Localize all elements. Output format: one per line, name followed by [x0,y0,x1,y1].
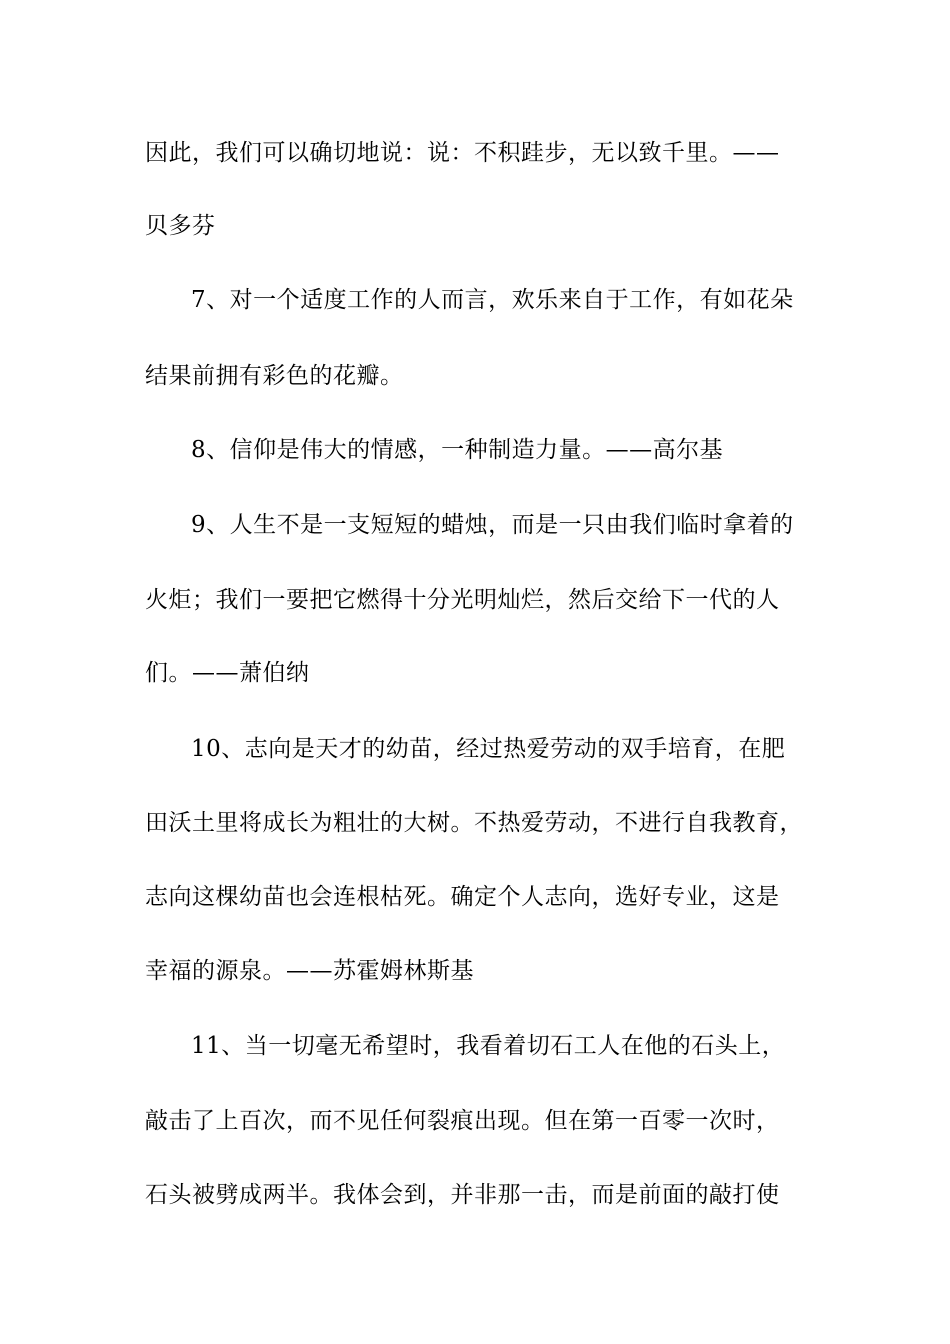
text-line: 因此，我们可以确切地说：说：不积跬步，无以致千里。—— [145,140,780,166]
text-line: 幸福的源泉。——苏霍姆林斯基 [145,958,474,984]
quote-7-line: 7、对一个适度工作的人而言，欢乐来自于工作，有如花朵 [191,287,794,313]
text-line: 田沃土里将成长为粗壮的大树。不热爱劳动，不进行自我教育， [145,810,803,836]
text-line: 火炬；我们一要把它燃得十分光明灿烂，然后交给下一代的人 [145,587,780,613]
text-line: 石头被劈成两半。我体会到，并非那一击，而是前面的敲打使 [145,1182,780,1208]
quote-11-line: 11、当一切毫无希望时，我看着切石工人在他的石头上， [191,1033,786,1059]
text-line: 们。——萧伯纳 [145,660,310,686]
text-line: 志向这棵幼苗也会连根枯死。确定个人志向，选好专业，这是 [145,884,780,910]
quote-10-line: 10、志向是天才的幼苗，经过热爱劳动的双手培育，在肥 [191,736,786,762]
quote-8-line: 8、信仰是伟大的情感，一种制造力量。——高尔基 [191,437,724,463]
text-line: 结果前拥有彩色的花瓣。 [145,363,404,389]
quote-9-line: 9、人生不是一支短短的蜡烛，而是一只由我们临时拿着的 [191,512,794,538]
text-line: 贝多芬 [145,213,216,239]
text-line: 敲击了上百次，而不见任何裂痕出现。但在第一百零一次时， [145,1108,780,1134]
